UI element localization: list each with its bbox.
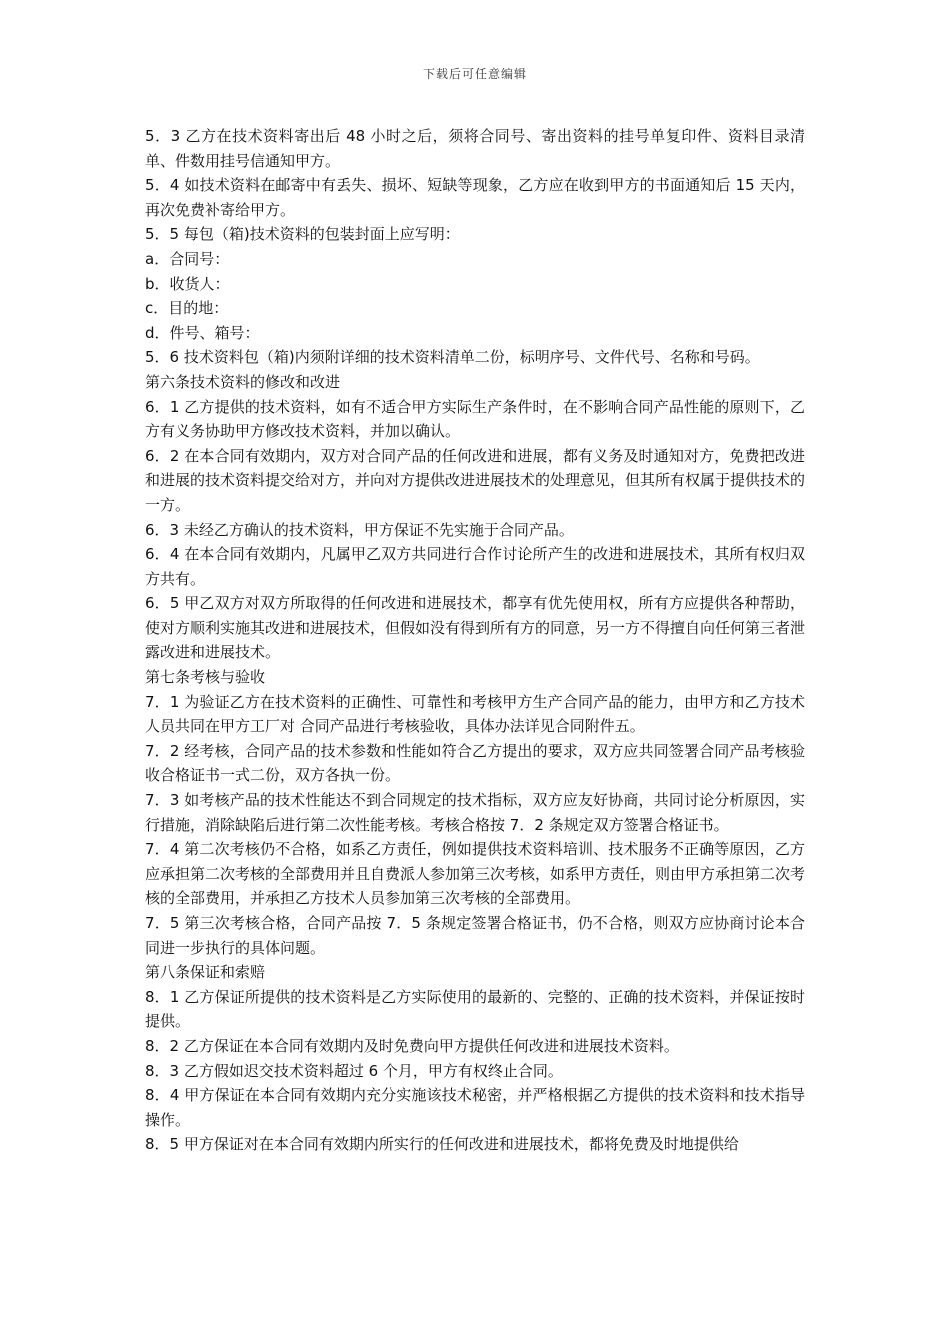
paragraph: 7．3 如考核产品的技术性能达不到合同规定的技术指标，双方应友好协商，共同讨论分析原因，实行措施，消除缺陷后进行第二次性能考核。考核合格按 7．2 条规定双方签署合格证书。: [145, 791, 805, 834]
paragraph: 8．2 乙方保证在本合同有效期内及时免费向甲方提供任何改进和进展技术资料。: [145, 1036, 679, 1055]
paragraph: 7．5 第三次考核合格，合同产品按 7．5 条规定签署合格证书，仍不合格，则双方应协商讨论本合同进一步执行的具体问题。: [145, 914, 805, 957]
paragraph: 7．2 经考核，合同产品的技术参数和性能如符合乙方提出的要求，双方应共同签署合同产品考核验收合格证书一式二份，双方各执一份。: [145, 741, 805, 785]
paragraph: 7．1 为验证乙方在技术资料的正确性、可靠性和考核甲方生产合同产品的能力，由甲方和乙方技术人员共同在甲方工厂对 合同产品进行考核验收，具体办法详见合同附件五。: [145, 692, 805, 736]
list-item: a．合同号：: [145, 249, 230, 268]
paragraph: 7．4 第二次考核仍不合格，如系乙方责任，例如提供技术资料培训、技术服务不正确等原因，乙方应承担第二次考核的全部费用并且自费派人参加第三次考核，如系甲方责任，则由甲方承担第二次考核的全部费用，并承担乙方技术人员参加第三次考核的全部费用。: [145, 840, 806, 908]
paragraph: 5．5 每包（箱)技术资料的包装封面上应写明：: [145, 225, 460, 244]
document-body: [145, 124, 805, 1157]
paragraph: 6．1 乙方提供的技术资料，如有不适合甲方实际生产条件时，在不影响合同产品性能的原则下，乙方有义务协助甲方修改技术资料，并加以确认。: [145, 397, 805, 441]
paragraph: 6．4 在本合同有效期内，凡属甲乙双方共同进行合作讨论所产生的改进和进展技术，其所有权归双方共有。: [145, 545, 805, 588]
paragraph: 8．3 乙方假如迟交技术资料超过 6 个月，甲方有权终止合同。: [145, 1061, 563, 1080]
paragraph: 8．1 乙方保证所提供的技术资料是乙方实际使用的最新的、完整的、正确的技术资料，并保证按时提供。: [145, 987, 805, 1031]
section-heading: 第八条保证和索赔: [145, 963, 266, 982]
list-item: c．目的地：: [145, 299, 229, 318]
paragraph: 5．6 技术资料包（箱)内须附详细的技术资料清单二份，标明序号、文件代号、名称和号码。: [145, 348, 760, 367]
paragraph: 6．2 在本合同有效期内，双方对合同产品的任何改进和进展，都有义务及时通知对方，免费把改进和进展的技术资料提交给对方，并向对方提供改进进展技术的处理意见，但其所有权属于提供技术的一方。: [145, 446, 806, 514]
paragraph: 6．5 甲乙双方对双方所取得的任何改进和进展技术，都享有优先使用权，所有方应提供各种帮助，使对方顺利实施其改进和进展技术，但假如没有得到所有方的同意，另一方不得擅自向任何第三者泄露改进和进展技术。: [145, 594, 806, 662]
list-item: d．件号、箱号：: [145, 323, 260, 342]
paragraph: 5．4 如技术资料在邮寄中有丢失、损坏、短缺等现象，乙方应在收到甲方的书面通知后 15 天内，再次免费补寄给甲方。: [145, 176, 805, 219]
paragraph: 8．5 甲方保证对在本合同有效期内所实行的任何改进和进展技术，都将免费及时地提供给: [145, 1135, 739, 1154]
section-heading: 第七条考核与验收: [145, 668, 266, 687]
paragraph: 8．4 甲方保证在本合同有效期内充分实施该技术秘密，并严格根据乙方提供的技术资料和技术指导操作。: [145, 1086, 805, 1129]
section-heading: 第六条技术资料的修改和改进: [145, 372, 341, 391]
paragraph: 6．3 未经乙方确认的技术资料，甲方保证不先实施于合同产品。: [145, 520, 574, 539]
page-header: 下载后可任意编辑: [422, 67, 527, 81]
list-item: b．收货人：: [145, 274, 230, 293]
paragraph: 5．3 乙方在技术资料寄出后 48 小时之后，须将合同号、寄出资料的挂号单复印件、资料目录清单、件数用挂号信通知甲方。: [145, 127, 805, 170]
